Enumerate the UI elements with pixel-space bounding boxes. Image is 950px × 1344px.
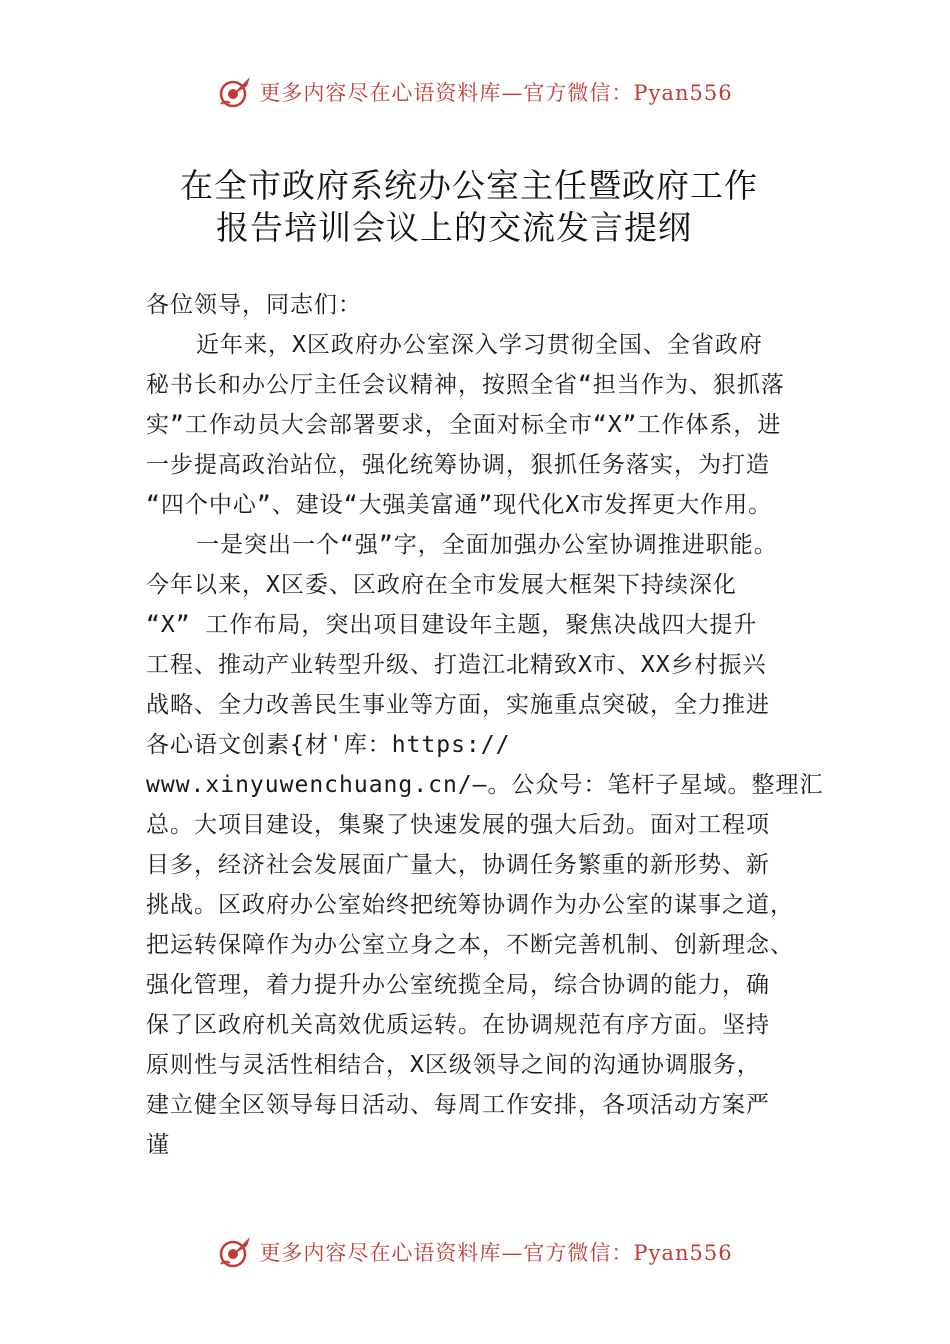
body-line: 目多，经济社会发展面广量大，协调任务繁重的新形势、新 <box>146 852 770 878</box>
header-banner <box>0 72 950 112</box>
body-line: 建立健全区领导每日活动、每周工作安排，各项活动方案严 <box>146 1092 770 1118</box>
body-line: 原则性与灵活性相结合，X区级领导之间的沟通协调服务， <box>146 1052 761 1078</box>
document-body <box>146 285 826 1165</box>
quill-seal-logo-icon <box>217 74 253 110</box>
body-line: 今年以来，X区委、区政府在全市发展大框架下持续深化 <box>146 572 737 598</box>
body-line: 秘书长和办公厅主任会议精神，按照全省“担当作为、狠抓落 <box>146 372 785 398</box>
body-line: 总。大项目建设，集聚了快速发展的强大后劲。面对工程项 <box>146 812 770 838</box>
body-line: 把运转保障作为办公室立身之本，不断完善机制、创新理念、 <box>146 932 794 958</box>
title-line-2: 报告培训会议上的交流发言提纲 <box>216 208 692 247</box>
body-line: 一是突出一个“强”字，全面加强办公室协调推进职能。 <box>196 532 778 558</box>
footer-banner-text: 更多内容尽在心语资料库—官方微信：Pyan556 <box>259 1241 733 1265</box>
body-line: 实”工作动员大会部署要求，全面对标全市“X”工作体系，进 <box>146 412 782 438</box>
salutation: 各位领导，同志们： <box>146 292 362 318</box>
body-line: 保了区政府机关高效优质运转。在协调规范有序方面。坚持 <box>146 1012 770 1038</box>
title-line-1: 在全市政府系统办公室主任暨政府工作 <box>180 166 758 205</box>
body-line: 一步提高政治站位，强化统筹协调，狠抓任务落实，为打造 <box>146 452 770 478</box>
body-line: “四个中心”、建设“大强美富通”现代化X市发挥更大作用。 <box>146 492 773 518</box>
body-line: 强化管理，着力提升办公室统揽全局，综合协调的能力，确 <box>146 972 770 998</box>
body-line: 谨 <box>146 1132 170 1158</box>
body-line: 战略、全力改善民生事业等方面，实施重点突破，全力推进 <box>146 692 770 718</box>
body-line: 工程、推动产业转型升级、打造江北精致X市、XX乡村振兴 <box>146 652 767 678</box>
quill-seal-logo-icon <box>217 1234 253 1270</box>
body-line: www.xinyuwenchuang.cn/—。公众号：笔杆子星域。整理汇 <box>146 772 824 798</box>
body-line: “X” 工作布局，突出项目建设年主题，聚焦决战四大提升 <box>146 612 758 638</box>
header-banner-text: 更多内容尽在心语资料库—官方微信：Pyan556 <box>259 81 733 105</box>
body-line: 挑战。区政府办公室始终把统筹协调作为办公室的谋事之道， <box>146 892 794 918</box>
body-line: 各心语文创素{材'库：https:// <box>146 732 511 758</box>
body-line: 近年来，X区政府办公室深入学习贯彻全国、全省政府 <box>196 332 763 358</box>
footer-banner <box>0 1232 950 1272</box>
